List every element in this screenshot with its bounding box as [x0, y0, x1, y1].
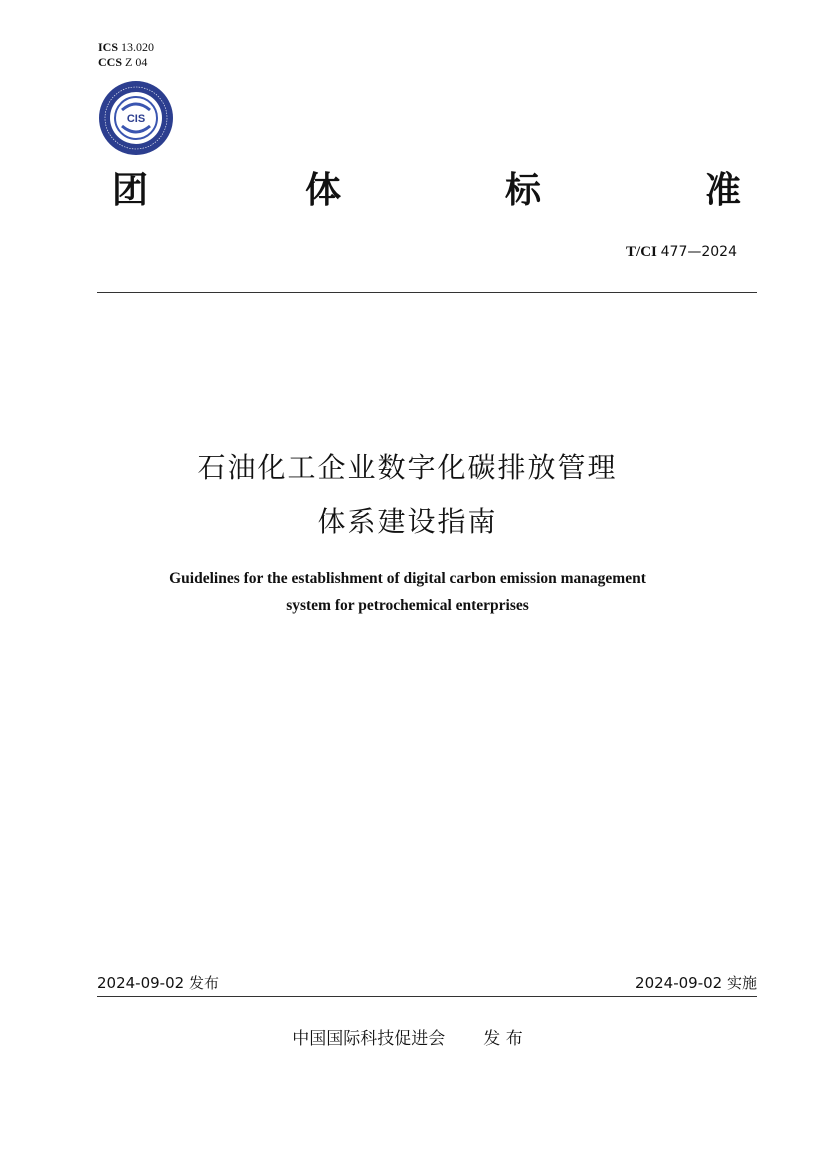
title-zh-line1: 石油化工企业数字化碳排放管理	[197, 451, 618, 484]
ics-label: ICS	[98, 40, 119, 54]
publish-date: 2024-09-02 发布	[97, 974, 219, 992]
issuer-name: 中国国际科技促进会	[292, 1029, 446, 1049]
ics-line	[98, 40, 154, 55]
standard-number	[626, 244, 737, 261]
ics-code: 13.020	[121, 40, 155, 54]
top-divider	[97, 292, 757, 293]
classification-codes	[98, 40, 154, 70]
title-zh-line2: 体系建设指南	[317, 505, 498, 538]
logo-text: CIS	[126, 113, 146, 125]
ccs-code: Z 04	[125, 55, 148, 69]
brand-char-4: 准	[705, 170, 742, 211]
organization-logo	[98, 80, 174, 156]
ccs-label: CCS	[98, 55, 123, 69]
implement-date: 2024-09-02 实施	[635, 974, 757, 992]
ccs-line	[98, 55, 154, 70]
standard-prefix: T/CI	[626, 244, 657, 260]
bottom-divider	[97, 996, 757, 997]
title-en-line1: Guidelines for the establishment of digital carbon emission management	[169, 570, 646, 587]
issuer-action: 发 布	[483, 1029, 523, 1049]
title-en-line2: system for petrochemical enterprises	[286, 597, 529, 614]
brand-char-3: 标	[505, 170, 542, 211]
brand-char-2: 体	[305, 170, 342, 211]
brand-char-1: 团	[112, 170, 149, 211]
document-type-heading	[100, 162, 750, 212]
issuer-line	[0, 1024, 815, 1049]
standard-code: 477—2024	[660, 244, 737, 260]
